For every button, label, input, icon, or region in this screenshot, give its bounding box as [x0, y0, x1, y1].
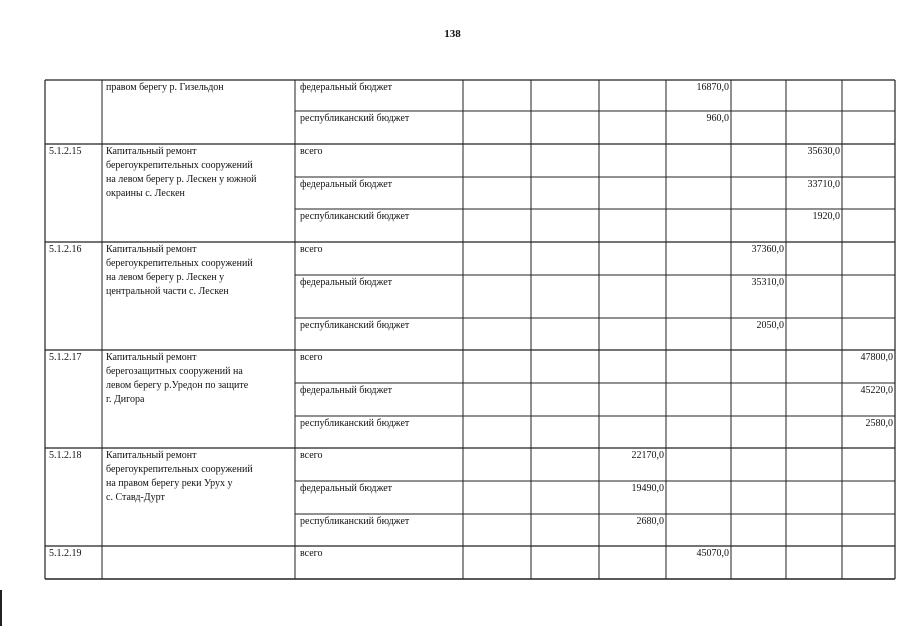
amount-value: 22170,0: [631, 450, 664, 461]
funding-source-label: всего: [300, 146, 323, 157]
funding-source-label: республиканский бюджет: [300, 113, 410, 124]
amount-value: 33710,0: [807, 179, 840, 190]
funding-source-label: всего: [300, 450, 323, 461]
amount-value: 47800,0: [860, 352, 893, 363]
funding-source-label: всего: [300, 548, 323, 559]
row-description: Капитальный ремонт берегоукрепительных сооружений на левом берегу р. Лескен у южной окраины с. Лескен: [106, 146, 257, 199]
row-id: 5.1.2.19: [49, 548, 82, 559]
funding-source-label: республиканский бюджет: [300, 211, 410, 222]
funding-source-label: республиканский бюджет: [300, 418, 410, 429]
amount-value: 19490,0: [631, 483, 664, 494]
amount-value: 45220,0: [860, 385, 893, 396]
row-description: Капитальный ремонт берегоукрепительных сооружений на левом берегу р. Лескен у центральной части с. Лескен: [106, 244, 253, 297]
funding-source-label: федеральный бюджет: [300, 483, 393, 494]
scan-edge-mark: [0, 590, 2, 626]
page-number: 138: [444, 28, 461, 40]
amount-value: 37360,0: [751, 244, 784, 255]
funding-source-label: республиканский бюджет: [300, 516, 410, 527]
amount-value: 960,0: [706, 113, 729, 124]
funding-source-label: всего: [300, 244, 323, 255]
amount-value: 1920,0: [812, 211, 840, 222]
amount-value: 2580,0: [865, 418, 893, 429]
funding-source-label: федеральный бюджет: [300, 82, 393, 93]
funding-source-label: всего: [300, 352, 323, 363]
row-description: Капитальный ремонт берегозащитных сооружений на левом берегу р.Уредон по защите г. Дигора: [106, 352, 249, 405]
row-id: 5.1.2.18: [49, 450, 82, 461]
amount-value: 16870,0: [696, 82, 729, 93]
amount-value: 2680,0: [636, 516, 664, 527]
amount-value: 35310,0: [751, 277, 784, 288]
row-id: 5.1.2.17: [49, 352, 82, 363]
amount-value: 35630,0: [807, 146, 840, 157]
row-description: Капитальный ремонт берегоукрепительных сооружений на правом берегу реки Урух у с. Ставд-Дурт: [106, 450, 253, 503]
row-description: правом берегу р. Гизельдон: [106, 82, 224, 93]
funding-source-label: республиканский бюджет: [300, 320, 410, 331]
row-id: 5.1.2.16: [49, 244, 82, 255]
funding-source-label: федеральный бюджет: [300, 179, 393, 190]
row-id: 5.1.2.15: [49, 146, 82, 157]
amount-value: 2050,0: [756, 320, 784, 331]
amount-value: 45070,0: [696, 548, 729, 559]
funding-source-label: федеральный бюджет: [300, 277, 393, 288]
funding-source-label: федеральный бюджет: [300, 385, 393, 396]
